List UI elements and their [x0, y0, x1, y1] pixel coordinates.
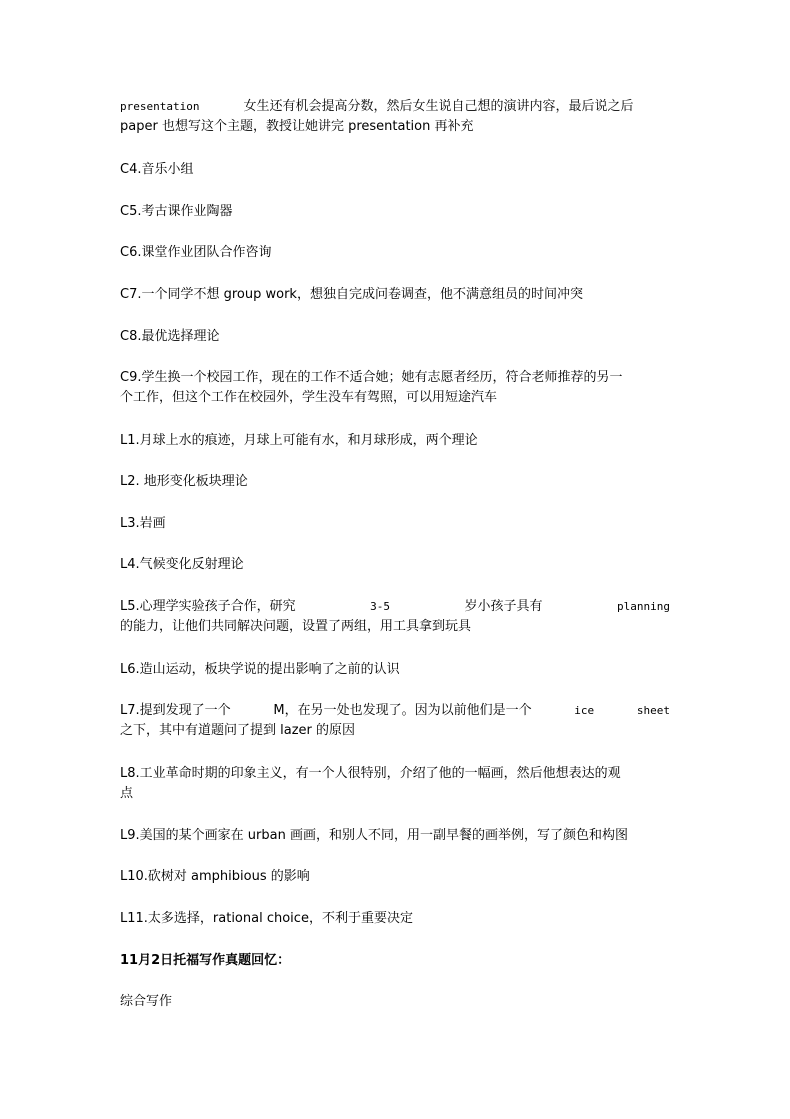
text-line: 之下，其中有道题问了提到 lazer 的原因: [120, 723, 356, 738]
item-c5: C5.考古课作业陶器: [120, 204, 233, 219]
text-line: L8.工业革命时期的印象主义，有一个人很特别，介绍了他的一幅画，然后他想表达的观: [120, 766, 621, 781]
item-c6: C6.课堂作业团队合作咨询: [120, 245, 272, 260]
text-fragment: 3-5: [370, 600, 391, 613]
item-c8: C8.最优选择理论: [120, 329, 220, 344]
text-fragment: presentation: [120, 100, 200, 113]
item-l9: L9.美国的某个画家在 urban 画画，和别人不同，用一副早餐的画举例，写了颜色和构图: [120, 828, 628, 843]
text-line: paper 也想写这个主题，教授让她讲完 presentation 再补充: [120, 119, 474, 134]
item-l10: L10.砍树对 amphibious 的影响: [120, 869, 310, 884]
item-l3: L3.岩画: [120, 516, 166, 531]
text-fragment: sheet: [636, 704, 670, 717]
text-fragment: 岁小孩子具有: [464, 599, 543, 614]
item-l4: L4.气候变化反射理论: [120, 557, 244, 572]
text-line: C9.学生换一个校园工作，现在的工作不适合她；她有志愿者经历，符合老师推荐的另一: [120, 370, 623, 385]
text-line: 点: [120, 786, 134, 801]
text-fragment: ice: [574, 704, 595, 717]
item-l11: L11.太多选择，rational choice，不利于重要决定: [120, 911, 413, 926]
item-l6: L6.造山运动，板块学说的提出影响了之前的认识: [120, 662, 400, 677]
item-c4: C4.音乐小组: [120, 162, 194, 177]
text-line: 个工作，但这个工作在校园外，学生没车有驾照，可以用短途汽车: [120, 390, 498, 405]
text-line: 的能力，让他们共同解决问题，设置了两组，用工具拿到玩具: [120, 619, 472, 634]
item-l7: [120, 701, 670, 741]
text-fragment: L7.提到发现了一个: [120, 703, 231, 718]
item-l1: L1.月球上水的痕迹，月球上可能有水，和月球形成，两个理论: [120, 433, 478, 448]
item-l5: [120, 597, 670, 637]
text-fragment: M，在另一处也发现了。因为以前他们是一个: [273, 703, 532, 718]
text-fragment: L5.心理学实验孩子合作，研究: [120, 599, 296, 614]
section-heading: 11月2日托福写作真题回忆：: [120, 953, 291, 968]
item-l2: L2. 地形变化板块理论: [120, 474, 248, 489]
item-l8: [120, 764, 670, 804]
item-c7: C7.一个同学不想 group work，想独自完成问卷调查，他不满意组员的时间冲突: [120, 287, 583, 302]
item-c9: [120, 368, 670, 408]
text-fragment: 女生还有机会提高分数，然后女生说自己想的演讲内容，最后说之后: [243, 99, 634, 114]
subsection-label: 综合写作: [120, 994, 173, 1009]
text-fragment: planning: [617, 600, 670, 613]
paragraph-presentation: [120, 97, 670, 137]
